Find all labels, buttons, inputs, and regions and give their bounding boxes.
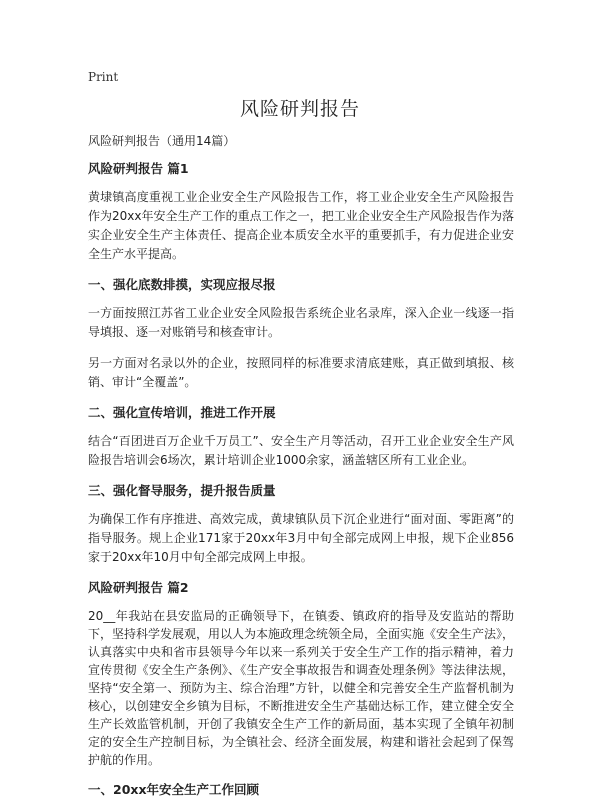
article1-section1-paragraph1: 一方面按照江苏省工业企业安全风险报告系统企业名录库，深入企业一线逐一指导填报、逐一对账销号和核查审计。 <box>88 306 514 339</box>
article1-section1-heading: 一、强化底数排摸，实现应报尽报 <box>88 277 276 292</box>
print-label[interactable]: Print <box>88 70 119 84</box>
article1-section3-heading: 三、强化督导服务，提升报告质量 <box>88 483 276 498</box>
document-subtitle: 风险研判报告（通用14篇） <box>88 134 236 148</box>
article1-heading: 风险研判报告 篇1 <box>88 161 189 176</box>
article1-section2-paragraph1: 结合“百团进百万企业千万员工”、安全生产月等活动，召开工业企业安全生产风险报告培训会6场次，累计培训企业1000余家，涵盖辖区所有工业企业。 <box>88 434 514 467</box>
article2-intro-paragraph: 20__年我站在县安监局的正确领导下，在镇委、镇政府的指导及安监站的帮助下，坚持科学发展观，用以人为本施政理念统领全局，全面实施《安全生产法》，认真落实中央和省市县领导今年以来一系列关于安全生产工作的指示精神，着力宣传贯彻《安全生产条例》、《生产安全事故报告和调查处理条例》等法律法规，坚持“安全第一、预防为主、综合治理”方针，以健全和完善安全生产监督机制为核心，以创建安全乡镇为目标，不断推进安全生产基础达标工作，建立健全安全生产长效监管机制，开创了我镇安全生产工作的新局面，基本实现了全镇年初制定的安全生产控制目标，为全镇社会、经济全面发展，构建和谐社会起到了保驾护航的作用。 <box>88 609 515 767</box>
article2-section1-heading: 一、20xx年安全生产工作回顾 <box>88 782 260 797</box>
article1-section2-heading: 二、强化宣传培训，推进工作开展 <box>88 405 276 420</box>
document-body <box>88 132 514 809</box>
article1-section3-paragraph1: 为确保工作有序推进、高效完成，黄埭镇队员下沉企业进行“面对面、零距离”的指导服务。规上企业171家于20xx年3月中旬全部完成网上申报，规下企业856家于20xx年10月中旬全部完成网上申报。 <box>88 512 514 564</box>
document-title: 风险研判报告 <box>239 98 360 120</box>
article1-intro-paragraph: 黄埭镇高度重视工业企业安全生产风险报告工作，将工业企业安全生产风险报告作为20xx年安全生产工作的重点工作之一，把工业企业安全生产风险报告作为落实企业安全生产主体责任、提高企业本质安全水平的重要抓手，有力促进企业安全生产水平提高。 <box>88 190 514 261</box>
article1-section1-paragraph2: 另一方面对名录以外的企业，按照同样的标准要求清底建账，真正做到填报、核销、审计“全覆盖”。 <box>88 356 514 389</box>
article2-heading: 风险研判报告 篇2 <box>88 580 189 595</box>
